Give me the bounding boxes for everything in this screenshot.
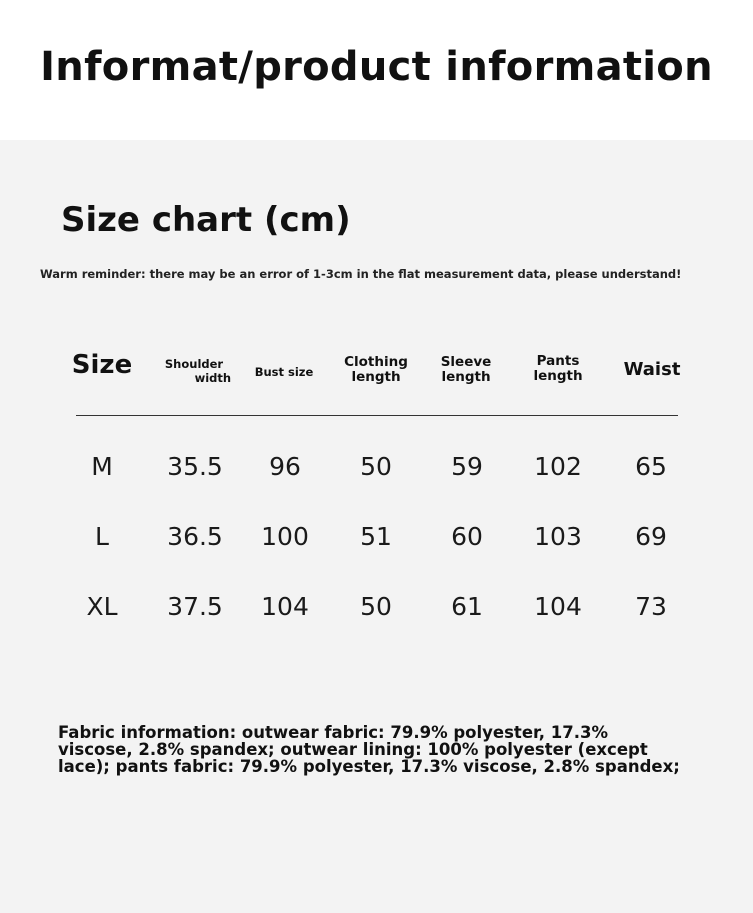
header-shoulder-line1: Shoulder bbox=[164, 357, 224, 371]
cell-waist: 65 bbox=[635, 452, 667, 481]
header-waist: Waist bbox=[623, 359, 681, 380]
cell-size: L bbox=[95, 522, 109, 551]
header-sleeve-line2: length bbox=[441, 369, 491, 385]
header-clothing-line2: length bbox=[351, 369, 401, 385]
page-title: Informat/product information bbox=[40, 44, 713, 90]
cell-size: XL bbox=[86, 592, 118, 621]
cell-shoulder: 36.5 bbox=[167, 522, 223, 551]
cell-pants: 103 bbox=[534, 522, 582, 551]
header-size: Size bbox=[71, 350, 133, 380]
header-pants-line2: length bbox=[533, 368, 583, 384]
header-clothing-line1: Clothing bbox=[344, 354, 408, 370]
cell-sleeve: 60 bbox=[451, 522, 483, 551]
size-chart-title: Size chart (cm) bbox=[61, 200, 351, 240]
size-chart-panel bbox=[0, 140, 753, 913]
header-bust-size: Bust size bbox=[254, 365, 314, 379]
cell-clothing: 50 bbox=[360, 592, 392, 621]
cell-clothing: 50 bbox=[360, 452, 392, 481]
cell-sleeve: 59 bbox=[451, 452, 483, 481]
cell-pants: 102 bbox=[534, 452, 582, 481]
header-sleeve-line1: Sleeve bbox=[440, 354, 492, 370]
cell-size: M bbox=[91, 452, 113, 481]
cell-shoulder: 37.5 bbox=[167, 592, 223, 621]
header-divider bbox=[76, 415, 678, 416]
cell-waist: 73 bbox=[635, 592, 667, 621]
fabric-information: Fabric information: outwear fabric: 79.9% polyester, 17.3% viscose, 2.8% spandex; outwear lining: 100% polyester (except lace); pants fabric: 79.9% polyester, 17.3% viscose, 2.8% spandex; bbox=[58, 723, 680, 776]
measurement-reminder: Warm reminder: there may be an error of 1-3cm in the flat measurement data, please understand! bbox=[40, 267, 682, 281]
page-header bbox=[0, 0, 753, 140]
header-shoulder-line2: width bbox=[194, 371, 232, 385]
cell-sleeve: 61 bbox=[451, 592, 483, 621]
header-sleeve-length bbox=[441, 355, 492, 385]
cell-waist: 69 bbox=[635, 522, 667, 551]
header-pants-length bbox=[533, 354, 582, 384]
header-pants-line1: Pants bbox=[536, 353, 580, 369]
cell-clothing: 51 bbox=[360, 522, 392, 551]
header-clothing-length bbox=[344, 355, 408, 385]
cell-shoulder: 35.5 bbox=[167, 452, 223, 481]
cell-pants: 104 bbox=[534, 592, 582, 621]
cell-bust: 96 bbox=[269, 452, 301, 481]
cell-bust: 100 bbox=[261, 522, 309, 551]
header-shoulder-width bbox=[164, 357, 232, 385]
cell-bust: 104 bbox=[261, 592, 309, 621]
